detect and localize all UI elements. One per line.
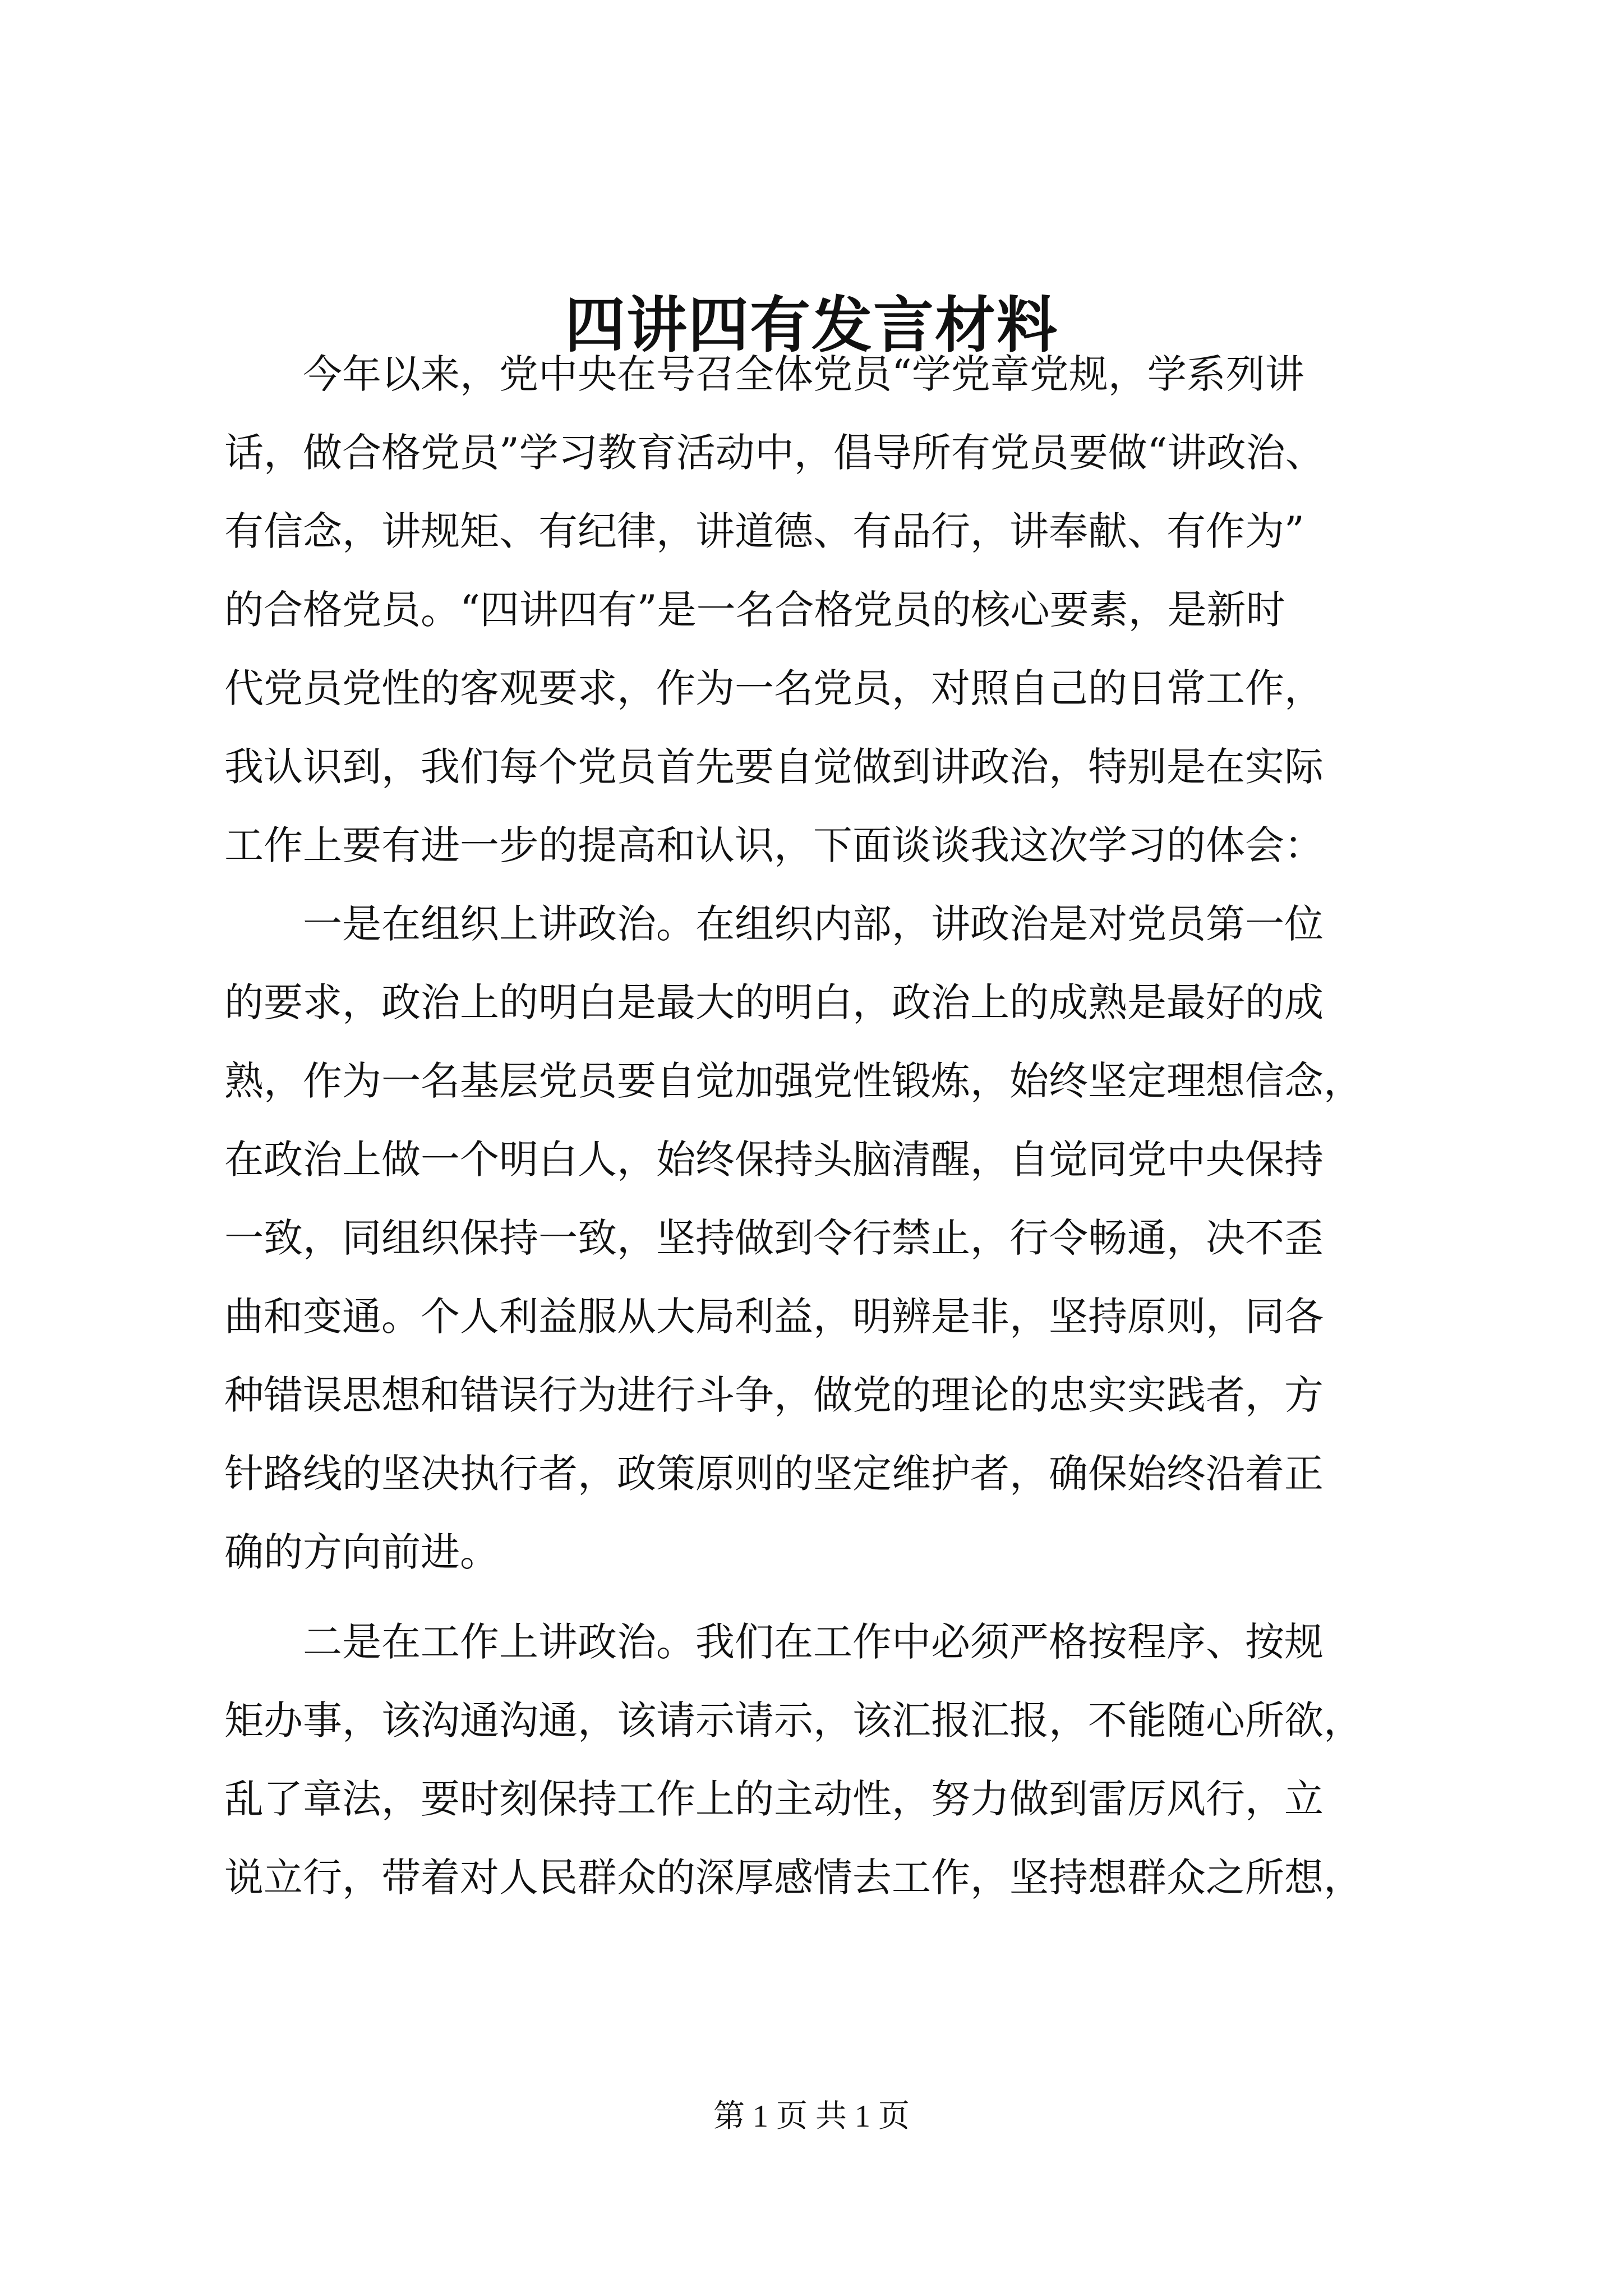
body-line: 我认识到，我们每个党员首先要自觉做到讲政治，特别是在实际 — [224, 744, 1324, 790]
body-line: 一致，同组织保持一致，坚持做到令行禁止，行令畅通，决不歪 — [224, 1215, 1324, 1261]
body-line: 针路线的坚决执行者，政策原则的坚定维护者，确保始终沿着正 — [224, 1451, 1324, 1497]
body-line: 二是在工作上讲政治。我们在工作中必须严格按程序、按规 — [224, 1619, 1324, 1665]
page-number-footer: 第 1 页 共 1 页 — [713, 2099, 910, 2134]
body-line: 在政治上做一个明白人，始终保持头脑清醒，自觉同党中央保持 — [224, 1137, 1324, 1182]
body-line: 今年以来，党中央在号召全体党员“学党章党规，学系列讲 — [224, 351, 1304, 397]
document-title: 四讲四有发言材料 — [564, 290, 1058, 361]
body-line: 确的方向前进。 — [224, 1529, 499, 1575]
body-line: 熟，作为一名基层党员要自觉加强党性锻炼，始终坚定理想信念， — [224, 1058, 1363, 1104]
body-line: 有信念，讲规矩、有纪律，讲道德、有品行，讲奉献、有作为” — [224, 508, 1304, 554]
body-line: 工作上要有进一步的提高和认识，下面谈谈我这次学习的体会： — [224, 822, 1324, 868]
body-line: 一是在组织上讲政治。在组织内部，讲政治是对党员第一位 — [224, 901, 1324, 947]
body-line: 说立行，带着对人民群众的深厚感情去工作，坚持想群众之所想， — [224, 1855, 1363, 1901]
body-line: 种错误思想和错误行为进行斗争，做党的理论的忠实实践者，方 — [224, 1372, 1324, 1418]
body-line: 的合格党员。“四讲四有”是一名合格党员的核心要素，是新时 — [224, 587, 1285, 633]
body-line: 的要求，政治上的明白是最大的明白，政治上的成熟是最好的成 — [224, 979, 1324, 1025]
body-line: 乱了章法，要时刻保持工作上的主动性，努力做到雷厉风行，立 — [224, 1776, 1324, 1822]
body-line: 话，做合格党员”学习教育活动中，倡导所有党员要做“讲政治、 — [224, 430, 1325, 476]
body-line: 矩办事，该沟通沟通，该请示请示，该汇报汇报，不能随心所欲， — [224, 1697, 1363, 1743]
body-line: 曲和变通。个人利益服从大局利益，明辨是非，坚持原则，同各 — [224, 1294, 1324, 1340]
body-line: 代党员党性的客观要求，作为一名党员，对照自己的日常工作， — [224, 665, 1324, 711]
